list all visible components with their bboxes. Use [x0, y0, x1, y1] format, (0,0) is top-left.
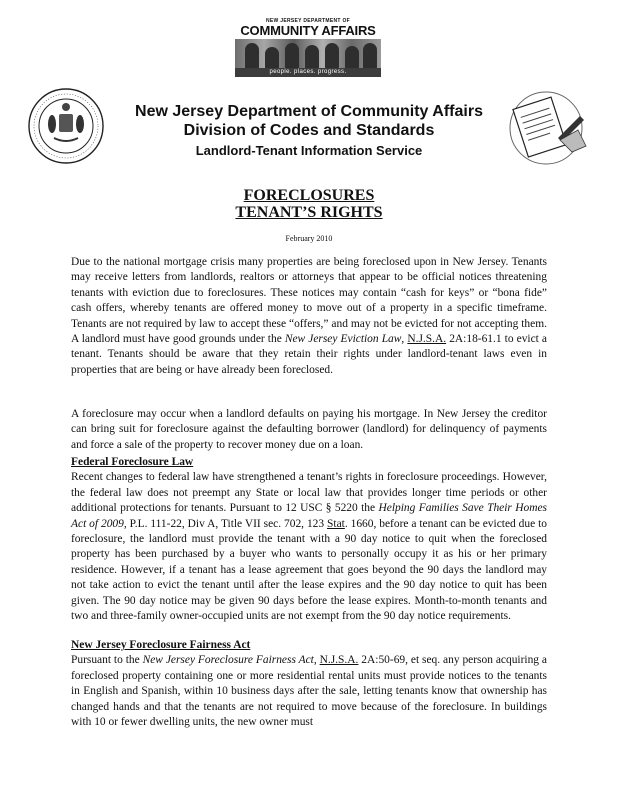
- intro-text-a: Due to the national mortgage crisis many properties are being foreclosed upon in New Jersey. Tenants may receive letters from landlords, realtors or attorneys that appear to be official notices threatening tenants with eviction due to foreclosures. These notices may contain “cash for keys” or “bona fide” cash offers, whereby tenants are offered money to move out of a property in a specific timeframe. Tenants are not required by law to accept these “offers,” and may not be evicted for not accepting them. A landlord must have good grounds under the: [71, 256, 547, 346]
- intro-text-c: 2A:18-61.1 to evict a tenant. Tenants should be aware that they retain their rights under landlord-tenant laws even in properties that are being or have already been foreclosed.: [71, 333, 548, 376]
- logo-people-photo: [235, 39, 381, 77]
- nj-text-b: ,: [313, 654, 320, 667]
- intro-paragraph: [71, 255, 547, 378]
- division-name: Division of Codes and Standards: [183, 122, 435, 139]
- nj-dca-logo: [235, 18, 381, 77]
- intro-text-b: ,: [401, 333, 408, 346]
- document-title: FORECLOSURES: [243, 187, 375, 204]
- logo-tagline: people. places. progress.: [235, 68, 381, 77]
- federal-text-a: Recent changes to federal law have strengthened a tenant’s rights in foreclosure proceedings. However, the federal law does not preempt any State or local law that provides longer time periods or other additional protections for tenants. Pursuant to 12 USC § 5220 the: [71, 471, 547, 515]
- document-date: February 2010: [285, 234, 333, 243]
- agency-name: New Jersey Department of Community Affairs: [135, 103, 483, 120]
- foreclosure-definition-text: A foreclosure may occur when a landlord defaults on paying his mortgage. In New Jersey the creditor can bring suit for foreclosure against the defaulting borrower (landlord) for delinquency of payments and force a sale of the property to recover money due on a loan.: [71, 408, 547, 451]
- foreclosure-fairness-act-title: New Jersey Foreclosure Fairness Act: [142, 654, 314, 667]
- helping-families-act-title: Helping Families Save Their Homes Act of 2009: [71, 502, 548, 530]
- nj-fairness-act-heading: New Jersey Foreclosure Fairness Act: [71, 639, 251, 651]
- federal-law-section: [71, 455, 547, 624]
- logo-top-text: NEW JERSEY DEPARTMENT OF: [266, 18, 350, 24]
- eviction-law-title: New Jersey Eviction Law: [284, 333, 402, 346]
- nj-text-a: Pursuant to the: [71, 654, 143, 667]
- document-subtitle: TENANT’S RIGHTS: [235, 204, 383, 221]
- logo-main-text: COMMUNITY AFFAIRS: [240, 23, 376, 38]
- federal-text-c: . 1660, before a tenant can be evicted due to foreclosure, the landlord must provide the tenant with a 90 day notice to quit when the foreclosed property has been purchased by a buyer who wants to personally occupy it as his or her primary residence. However, if a tenant has a lease agreement that goes beyond the 90 days the landlord may not take action to evict the tenant until after the lease expires and the 90 day notice to quit has been given. The 90 day notice may be given 90 days before the lease expires. Month-to-month tenants and two and three-family owner-occupied units are not exempt from the 90 day notice requirements.: [71, 517, 547, 623]
- federal-law-heading: Federal Foreclosure Law: [71, 456, 194, 468]
- federal-text-b: , P.L. 111-22, Div A, Title VII sec. 702, 123: [123, 517, 328, 530]
- njsa-citation-2: N.J.S.A.: [319, 654, 359, 667]
- stat-citation: Stat: [327, 517, 345, 530]
- njsa-citation: N.J.S.A.: [407, 333, 447, 346]
- foreclosure-definition-paragraph: [71, 407, 547, 453]
- nj-fairness-act-section: [71, 638, 547, 730]
- nj-text-c: 2A:50-69, et seq. any person acquiring a foreclosed property containing one or more residential rental units must provide notices to the tenants in English and Spanish, within 10 business days after the sale, letting tenants know that ownership has changed hands and that the tenants are not required to move because of the foreclosure. In buildings with 10 or fewer dwelling units, the new owner must: [71, 654, 547, 729]
- service-name: Landlord-Tenant Information Service: [195, 143, 423, 158]
